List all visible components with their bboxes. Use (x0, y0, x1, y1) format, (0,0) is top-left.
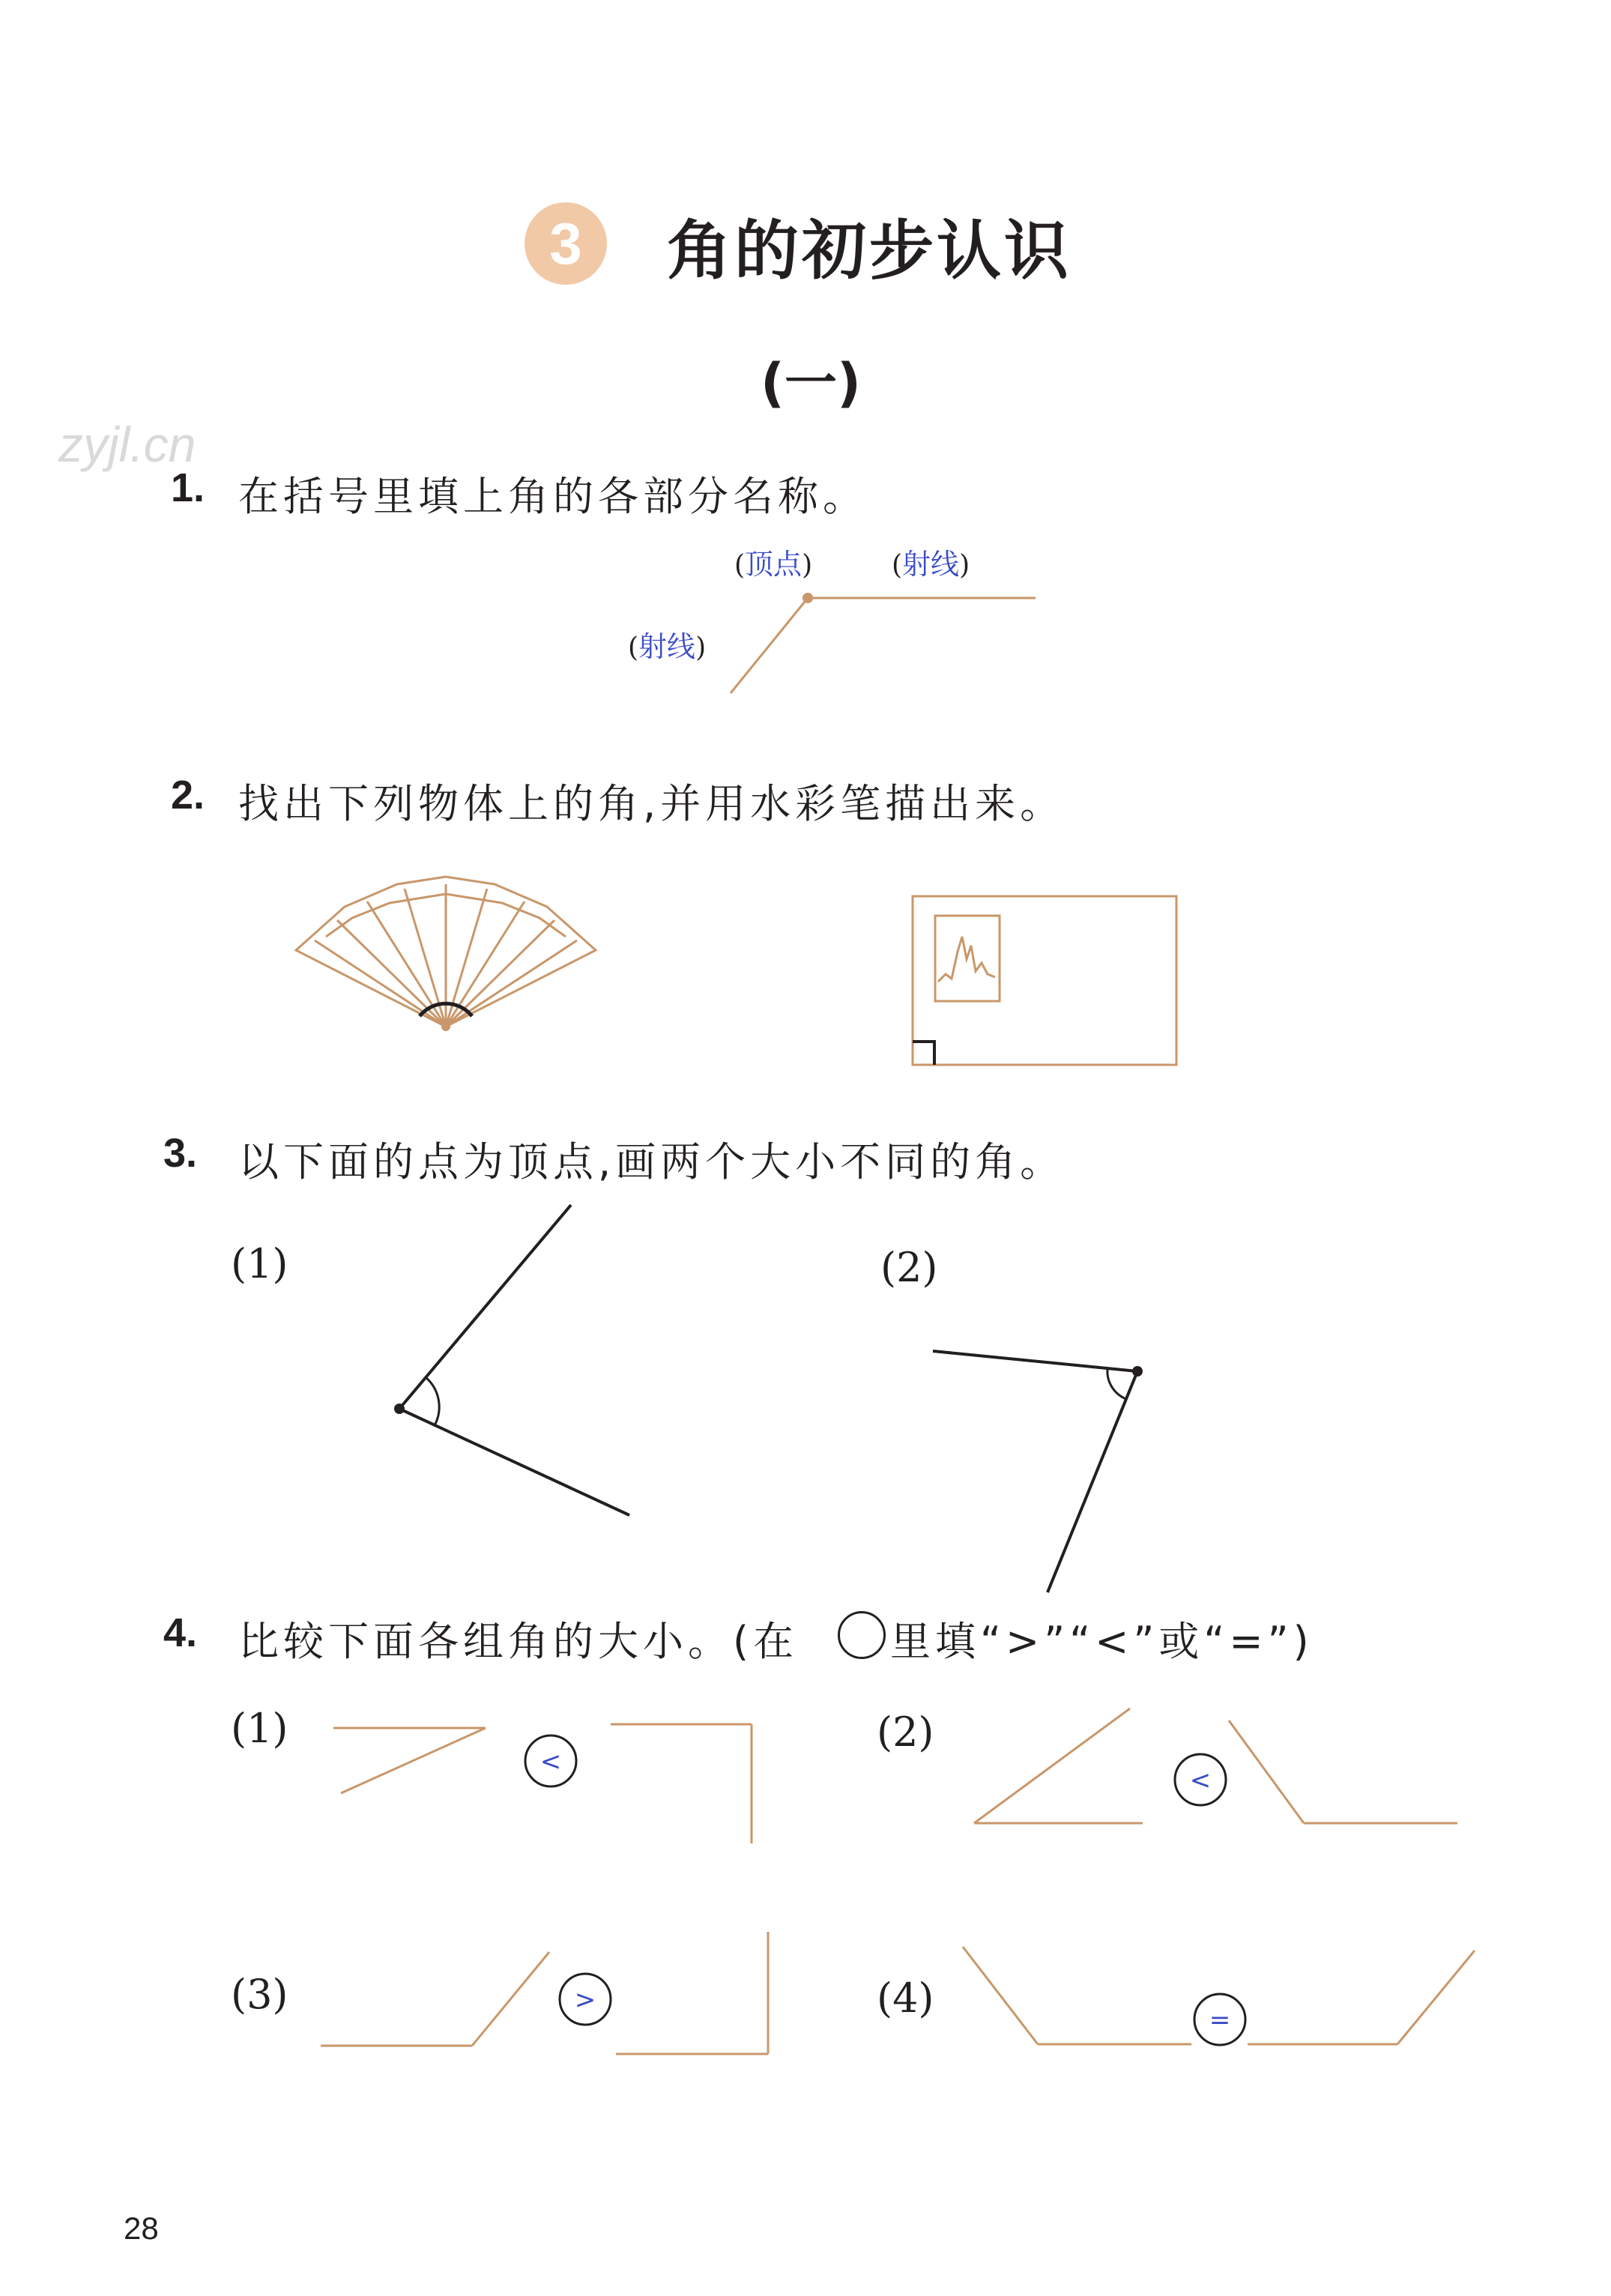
q4-label-1: (1) (231, 1705, 288, 1752)
q4-label-4: (4) (877, 1975, 934, 2022)
answer-ray-left-text: 射线 (638, 630, 696, 663)
chapter-title: 角的初步认识 (667, 214, 1072, 288)
watermark: zyjl.cn (58, 417, 196, 472)
picture-frame-icon (913, 896, 1176, 1065)
q4-answer-3 (560, 1974, 611, 2025)
q3-angle-1-vertex (394, 1404, 405, 1414)
answer-vertex-text: 顶点 (745, 548, 803, 581)
q4-pair-1 (333, 1724, 752, 1843)
q3-angle-2 (933, 1351, 1137, 1592)
q4-answer-1 (525, 1735, 576, 1786)
q4-answer-3-text: > (574, 1985, 596, 2015)
chapter-number-badge: 3 (525, 202, 607, 285)
q4-label-3: (3) (231, 1971, 288, 2018)
question-1-number: 1. (171, 465, 205, 510)
fan-pivot-dot (441, 1022, 450, 1031)
question-4-number: 4. (163, 1610, 198, 1655)
question-2-text: 找出下列物体上的角,并用水彩笔描出来。 (238, 780, 1066, 827)
q4-label-2: (2) (877, 1709, 934, 1756)
question-4-text-before: 比较下面各组角的大小。(在 (238, 1618, 799, 1665)
q4-pair-2 (974, 1709, 1457, 1823)
answer-vertex: (顶点) (734, 548, 813, 581)
q4-answer-4-text: = (1209, 2005, 1231, 2035)
q1-vertex-dot (803, 593, 813, 603)
q4-pair-3 (321, 1932, 768, 2054)
question-2-number: 2. (171, 773, 205, 818)
q4-answer-1-text: < (539, 1747, 562, 1777)
q1-angle-figure (731, 598, 1036, 693)
q4-answer-2 (1175, 1754, 1226, 1805)
question-4-text-after: 里填“>”“<”或“=”) (890, 1618, 1314, 1665)
frame-right-angle-mark (913, 1042, 934, 1065)
q4-answer-4 (1194, 1994, 1245, 2045)
q3-label-2: (2) (880, 1244, 938, 1291)
question-1-text: 在括号里填上角的各部分名称。 (238, 473, 868, 520)
answer-ray-left: (射线) (628, 630, 707, 663)
question-3-number: 3. (163, 1131, 198, 1176)
question-3-text: 以下面的点为顶点,画两个大小不同的角。 (238, 1138, 1066, 1185)
answer-ray-top: (射线) (892, 548, 970, 581)
answer-ray-top-text: 射线 (902, 548, 960, 581)
q4-answer-2-text: < (1189, 1765, 1212, 1795)
q3-angle-1 (399, 1205, 629, 1515)
section-title: (一) (761, 352, 861, 414)
page-number: 28 (124, 2211, 159, 2246)
q3-label-1: (1) (231, 1240, 288, 1287)
q3-angle-2-vertex (1132, 1366, 1143, 1377)
